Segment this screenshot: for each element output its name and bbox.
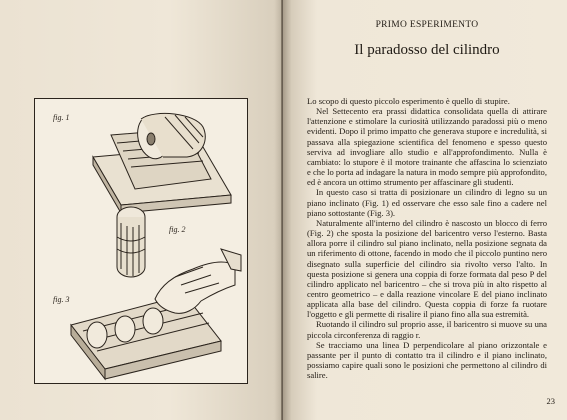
engraving-illustration bbox=[35, 99, 247, 383]
paragraph: Lo scopo di questo piccolo esperimento è quello di stupire. bbox=[307, 96, 510, 106]
paragraph: Naturalmente all'interno del cilindro è nascosto un blocco di ferro (Fig. 2) che sposta la posizione del baricentro verso l'esterno. Basta allora porre il cilindro sul piano inclinato, nella posizione segnata da un riferimento di ottone, facendo in modo che il piccolo puntino nero disegnato sulla superficie del cilindro sia rivolto verso l'alto. In questa posizione si genera una coppia di forze formata dal peso P del cilindro applicato nel baricentro – che si trova più in alto rispetto al centro geometrico – e dalla reazione vincolare E del piano inclinato applicata alla base del cilindro. Questa coppia di forze fa ruotare l'oggetto e gli permette di risalire il piano fino alla sua estremità. bbox=[307, 217, 547, 320]
paragraph: Nel Settecento era prassi didattica consolidata quella di attirare l'attenzione e stimolare la curiosità utilizzando paradossi più o meno evidenti. Dopo il primo impatto che generava stupore e incredulità, si passava alla spiegazione scientifica del fenomeno e spesso questo serviva ad invogliare allo studio e all'approfondimento. Nulla è cambiato: lo stupore è il motore trainante che affascina lo scienziato e che lo porta ad indagare la natura in modo sempre più approfondito, ed è ancora un ottimo strumento per affascinare gli studenti. bbox=[307, 106, 547, 188]
engraving-plate bbox=[34, 98, 248, 384]
fig2-label: fig. 2 bbox=[169, 225, 186, 234]
fig3-drawing bbox=[71, 249, 241, 379]
left-page bbox=[0, 0, 283, 420]
running-header: PRIMO ESPERIMENTO bbox=[375, 20, 479, 30]
paragraph: Ruotando il cilindro sul proprio asse, il baricentro si muove su una piccola circonferenza di raggio r. bbox=[307, 319, 547, 340]
fig1-drawing bbox=[93, 112, 231, 213]
body-text bbox=[307, 96, 547, 380]
paragraph: In questo caso si tratta di posizionare un cilindro di legno su un piano inclinato (Fig. 1) ed osservare che esso sale fino a cadere nel piano sottostante (Fig. 3). bbox=[307, 187, 547, 218]
paragraph: Se tracciamo una linea D perpendicolare al piano orizzontale e passante per il punto di contatto tra il cilindro e il piano inclinato, possiamo capire quali sono le posizioni che permettono al cilindro di salire. bbox=[307, 339, 547, 381]
fig2-drawing bbox=[117, 207, 145, 277]
fig1-label: fig. 1 bbox=[53, 113, 70, 122]
page-number: 23 bbox=[546, 396, 555, 406]
fig3-label: fig. 3 bbox=[53, 295, 70, 304]
chapter-title: Il paradosso del cilindro bbox=[354, 42, 500, 58]
right-page bbox=[283, 0, 567, 420]
